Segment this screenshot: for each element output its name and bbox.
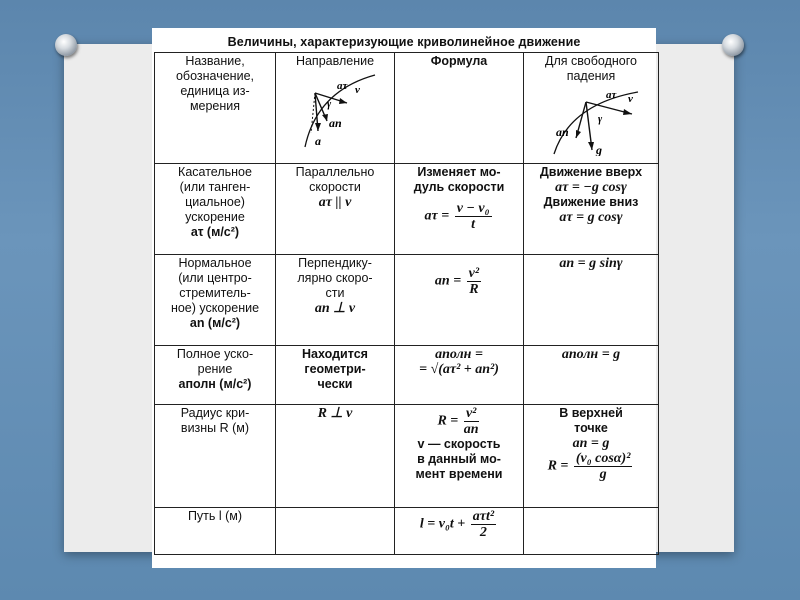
pushpin-icon [55,34,77,56]
total-name: Полное уско- рение [176,347,254,376]
table-header-row [155,53,659,164]
header-formula: Формула [395,53,524,164]
total-unit: aполн (м/с²) [178,377,252,391]
a-tau-label: aτ [337,80,348,92]
radius-formula-note: v — скорость в данный мо- мент времени [415,437,503,481]
normal-fraction-den: R [469,282,479,297]
tangential-direction-cell [276,164,395,255]
header-free-fall [524,53,659,164]
tangential-formula-lhs: aτ = [424,208,450,224]
gamma-label: γ [327,99,332,110]
normal-fraction-num: v² [468,266,480,281]
table-row [155,346,659,405]
tangential-fraction-num: v − v₀ [456,201,490,216]
free-fall-v-label: v [628,93,633,105]
radius-free-fall-num: (v₀ cosα)² [575,451,631,466]
normal-formula-lhs: an = [434,273,462,289]
radius-free-fall-den: g [599,467,607,482]
free-fall-diagram [536,84,646,156]
normal-direction-cell [276,255,395,346]
normal-name-cell [155,255,276,346]
tangential-formula-cell [395,164,524,255]
pushpin-icon [722,34,744,56]
radius-fraction-den: an [463,422,479,437]
table-row [155,255,659,346]
an-label: an [329,116,342,130]
header-direction [276,53,395,164]
path-direction [276,508,395,555]
radius-fraction-num: v² [464,406,479,422]
kinematics-table [154,52,659,555]
tangential-fraction-den: t [471,217,476,232]
total-formula-line1: aполн = [435,347,483,362]
total-free-fall: aполн = g [524,346,659,405]
table-row [155,405,659,508]
path-fraction [471,509,496,540]
radius-name: Радиус кри- визны R (м) [155,405,276,508]
tangential-direction: Параллельно скорости [295,165,375,194]
v-label: v [355,84,360,96]
tangential-formula-text: Изменяет мо- дуль скорости [413,165,505,194]
normal-formula-cell [395,255,524,346]
table-sheet [152,28,656,568]
path-fraction-num: aτt² [472,509,495,524]
path-formula-lhs: l = v₀t + [419,516,466,532]
free-fall-g-label: g [596,143,602,156]
total-name-cell [155,346,276,405]
tangential-fraction [455,201,492,232]
normal-formula [397,266,521,297]
radius-free-fall-formula [526,451,656,482]
radius-free-fall-title: В верхней точке [559,406,623,435]
a-label: a [315,134,321,148]
free-fall-an-label: an [556,125,569,139]
free-fall-down-label: Движение вниз [543,195,639,209]
tangential-unit: aτ (м/с²) [190,225,240,239]
header-free-fall-label: Для свободного падения [545,54,637,83]
free-fall-a-tau-label: aτ [606,89,617,101]
radius-direction: R ⊥ v [276,405,395,508]
normal-unit: an (м/с²) [189,316,241,330]
total-formula-cell [395,346,524,405]
free-fall-gamma-label: γ [598,114,603,125]
path-free-fall [524,508,659,555]
free-fall-up-label: Движение вверх [539,165,643,179]
table-row [155,508,659,555]
tangential-name: Касательное (или танген- циальное) ускорение [178,165,252,224]
tangential-name-cell [155,164,276,255]
total-direction: Находится геометри- чески [276,346,395,405]
tangential-direction-formula: aτ || v [318,195,352,210]
radius-formula [397,406,521,437]
tangential-formula [397,201,521,232]
radius-free-fall-lhs: R = [547,458,569,474]
radius-formula-lhs: R = [437,413,459,429]
radius-formula-cell [395,405,524,508]
path-name: Путь l (м) [155,508,276,555]
normal-direction: Перпендику- лярно скоро- сти [297,256,373,300]
free-fall-up-formula: aτ = −g cosγ [555,180,627,195]
radius-free-fall-cell [524,405,659,508]
normal-direction-formula: an ⊥ v [314,301,356,316]
total-formula-line2: = √(aτ² + an²) [419,362,499,377]
radius-free-fall-an: an = g [572,436,610,451]
direction-diagram [285,69,385,149]
normal-free-fall: an = g sinγ [524,255,659,346]
path-formula [395,508,524,555]
tangential-free-fall-cell [524,164,659,255]
table-row [155,164,659,255]
header-name: Название, обозначение, единица из- мерения [155,53,276,164]
table-title: Величины, характеризующие криволинейное движение [227,35,581,49]
normal-fraction [467,266,481,297]
radius-fraction [464,406,479,437]
normal-name: Нормальное (или центро- стремитель- ное) ускорение [170,256,260,315]
header-direction-label: Направление [295,54,375,68]
free-fall-down-formula: aτ = g cosγ [559,210,623,225]
path-fraction-den: 2 [479,525,487,540]
radius-free-fall-fraction [574,451,633,482]
